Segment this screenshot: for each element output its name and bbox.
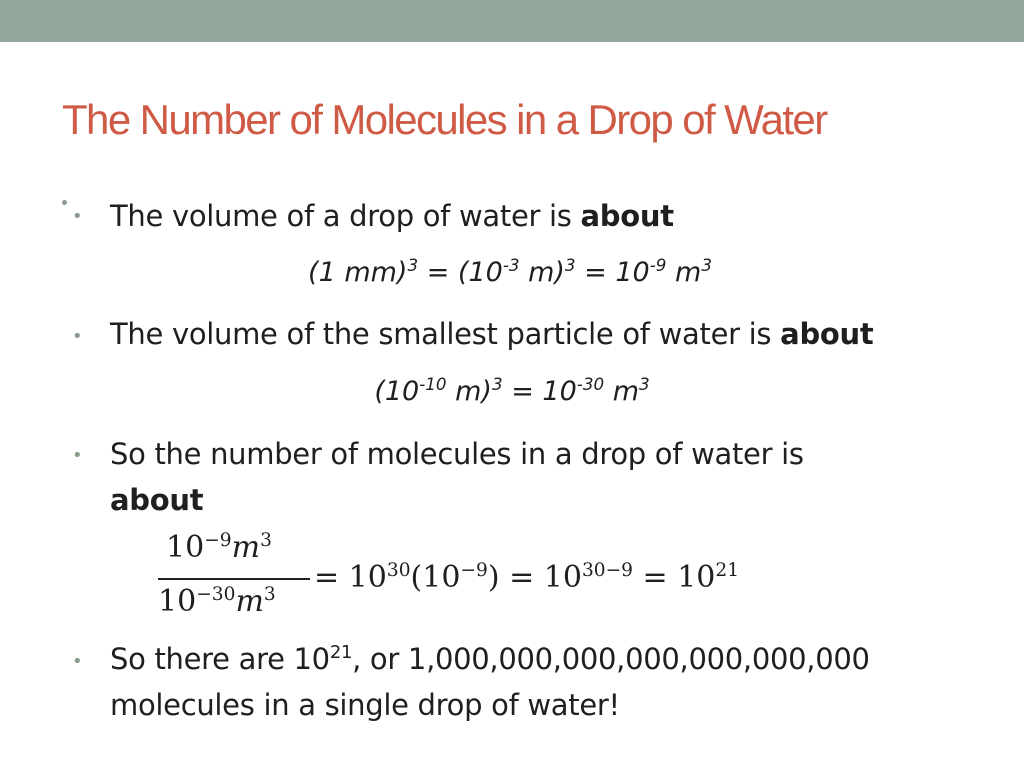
bullet-1-text (110, 193, 990, 239)
bullet-3-bold: about (110, 483, 204, 517)
bullet-icon: • (72, 651, 83, 672)
fraction-bar (158, 578, 310, 580)
bullet-3-body: So the number of molecules in a drop of water is (110, 437, 804, 471)
slide-title: The Number of Molecules in a Drop of Water (62, 96, 827, 143)
equation-drop-volume: (1 $mm)^3 = (10^{-3}$ $m)^3 = 10^{-9}$ $m^3$ (308, 254, 712, 288)
top-band (0, 0, 1024, 42)
bullet-2-bold: about (780, 317, 874, 351)
formula-result: = $10^{30}(10^{-9}) = 10^{30-9} = 10^{21}$ (314, 559, 740, 595)
decorative-dot (62, 200, 67, 205)
bullet-4-text: So there are $10^{21}$, or 1,000,000,000,000,000,000,000 molecules in a single drop of water! (110, 642, 870, 722)
bullet-1-bold: about (580, 199, 674, 233)
bullet-2-text (110, 311, 990, 357)
equation-particle-volume: ($10^{-10}$ $m)^3 = 10^{-30}$ $m^3$ (374, 373, 650, 407)
bullet-2-body: The volume of the smallest particle of water is (110, 317, 781, 351)
bullet-4-line2: molecules in a single drop of water! (110, 688, 620, 722)
bullet-3-text (110, 431, 990, 523)
bullet-icon: • (72, 326, 83, 347)
fraction-numerator: $10^{-9}m^3$ (166, 529, 272, 565)
bullet-icon: • (72, 445, 83, 466)
bullet-1-body: The volume of a drop of water is (110, 199, 581, 233)
bullet-icon: • (72, 206, 83, 227)
fraction-denominator: $10^{-30}m^3$ (158, 583, 276, 619)
